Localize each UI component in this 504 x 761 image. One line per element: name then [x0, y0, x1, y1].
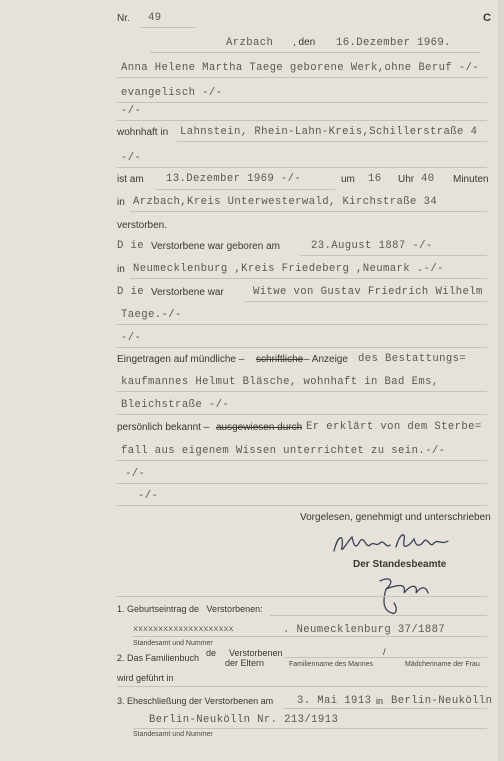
widow-of-cont: Taege.-/- [121, 309, 182, 321]
record-date: 16.Dezember 1969. [336, 37, 451, 49]
item1-label: 1. Geburtseintrag de Verstorbenen: [117, 604, 263, 614]
born-label: Verstorbene war geboren am [151, 241, 280, 252]
wird-gefuehrt-label: wird geführt in [117, 673, 174, 683]
item3-label: 3. Eheschließung der Verstorbenen am [117, 696, 274, 706]
birth-place: Neumecklenburg ,Kreis Friedeberg ,Neumark .-/- [133, 263, 444, 275]
report-typed-2: kaufmannes Helmut Bläsche, wohnhaft in Bad Ems, [121, 376, 439, 388]
um-label: um [341, 174, 355, 185]
rule [117, 686, 487, 687]
item1-struck: xxxxxxxxxxxxxxxxxxxx [133, 624, 234, 634]
death-date: 13.Dezember 1969 -/- [166, 173, 302, 185]
rule [245, 301, 487, 302]
rule [155, 189, 335, 190]
rule [285, 657, 487, 658]
verstorbene-war-label: Verstorbene war [151, 287, 224, 298]
rule [283, 708, 487, 709]
rule [177, 141, 487, 142]
rule [133, 728, 487, 729]
informant-signature [330, 527, 455, 559]
deceased-name: Anna Helene Martha Taege geborene Werk,ohne Beruf -/- [121, 62, 480, 74]
ist-am-label: ist am [117, 174, 144, 185]
standesbeamte-label: Der Standesbeamte [353, 559, 447, 570]
dash-line: -/- [121, 105, 142, 117]
death-place: Arzbach,Kreis Unterwesterwald, Kirchstraße 34 [133, 196, 438, 208]
struck-ausgewiesen: ausgewiesen durch [216, 422, 303, 433]
rule [300, 255, 487, 256]
birth-in-label: in [117, 264, 125, 275]
religion: evangelisch -/- [121, 87, 223, 99]
report-typed-4: Er erklärt von dem Sterbe= [306, 421, 482, 433]
eingetragen-label: Eingetragen auf mündliche – [117, 354, 245, 365]
corner-letter: C [483, 12, 491, 24]
item2-eltern: der Eltern [225, 658, 265, 668]
page-edge [498, 0, 504, 761]
familienname-mann-caption: Familienname des Mannes [289, 661, 374, 668]
rule [117, 460, 487, 461]
death-hour: 16 [368, 173, 382, 185]
birth-date: 23.August 1887 -/- [311, 240, 433, 252]
dash-line: -/- [125, 468, 146, 480]
die-typed: D ie [117, 240, 145, 252]
rule [117, 596, 487, 597]
uhr-label: Uhr [398, 174, 415, 185]
marriage-register: Berlin-Neukölln Nr. 213/1913 [149, 714, 339, 726]
rule [117, 347, 487, 348]
bekannt-label: persönlich bekannt – [117, 422, 210, 433]
rule [117, 414, 487, 415]
widow-of: Witwe von Gustav Friedrich Wilhelm [253, 286, 483, 298]
rule [270, 615, 487, 616]
rule [117, 77, 487, 78]
vorgelesen-text: Vorgelesen, genehmigt und unterschrieben [300, 512, 491, 523]
dash-line: -/- [121, 152, 142, 164]
rule [117, 505, 487, 506]
rule [133, 636, 487, 637]
struck-schriftliche: schriftliche [256, 354, 304, 365]
nr-label: Nr. [117, 13, 130, 24]
place-of-record: Arzbach [226, 37, 274, 49]
marriage-date: 3. Mai 1913 [297, 695, 372, 707]
rule [117, 483, 487, 484]
rule [117, 167, 487, 168]
residence: Lahnstein, Rhein-Lahn-Kreis,Schillerstraße 4 [180, 126, 478, 138]
dash-line: -/- [138, 490, 159, 502]
rule [140, 27, 195, 28]
report-typed-5: fall aus eigenem Wissen unterrichtet zu sein.-/- [121, 445, 446, 457]
minuten-label: Minuten [453, 174, 489, 185]
rule [130, 211, 487, 212]
maedchenname-frau-caption: Mädchenname der Frau [405, 661, 480, 668]
wohnhaft-label: wohnhaft in [117, 127, 169, 138]
rule [117, 102, 487, 103]
nr-value: 49 [148, 12, 162, 24]
in-label: in [117, 197, 125, 208]
rule [117, 324, 487, 325]
rule [130, 278, 487, 279]
rule [117, 120, 487, 121]
item2-verstorbenen: Verstorbenen [229, 648, 283, 658]
marriage-place: Berlin-Neukölln [391, 695, 493, 707]
dash-line: -/- [121, 332, 142, 344]
item3-in-label: in [376, 696, 384, 706]
item2-slash: / [383, 647, 386, 657]
report-typed-3: Bleichstraße -/- [121, 399, 230, 411]
den-label: , den [293, 37, 316, 48]
item2-de: de [206, 648, 217, 658]
rule [150, 52, 480, 53]
rule [117, 391, 487, 392]
die-typed: D ie [117, 286, 145, 298]
item1-value: . Neumecklenburg 37/1887 [283, 624, 446, 636]
standesamt-nummer-caption: Standesamt und Nummer [133, 731, 213, 738]
standesamt-nummer-caption: Standesamt und Nummer [133, 640, 213, 647]
verstorben-label: verstorben. [117, 220, 168, 231]
report-typed-1: des Bestattungs= [358, 353, 467, 365]
death-minutes: 40 [421, 173, 435, 185]
anzeige-label: – Anzeige [304, 354, 348, 365]
item2-label: 2. Das Familienbuch [117, 653, 200, 663]
official-signature [372, 573, 434, 617]
